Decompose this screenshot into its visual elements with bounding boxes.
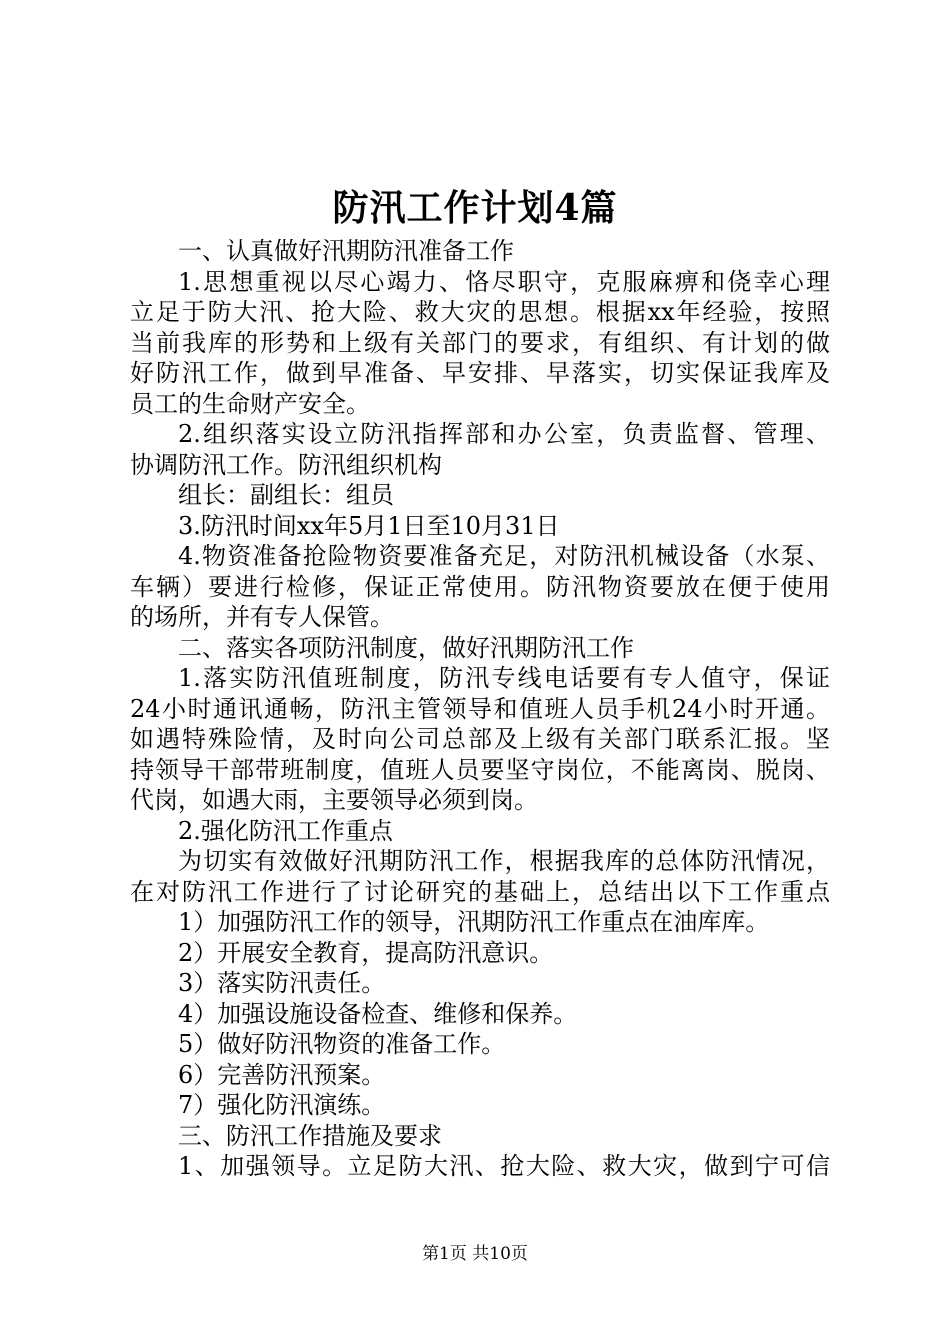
paragraph-line: 1、加强领导。立足防大汛、抢大险、救大灾，做到宁可信: [178, 1152, 830, 1180]
paragraph-line: 1.落实防汛值班制度，防汛专线电话要有专人值守，保证: [178, 664, 830, 692]
list-item: 7）强化防汛演练。: [178, 1091, 386, 1119]
paragraph-line: 持领导干部带班制度，值班人员要坚守岗位，不能离岗、脱岗、: [130, 755, 830, 784]
list-item: 6）完善防汛预案。: [178, 1060, 386, 1089]
list-item: 1）加强防汛工作的领导，汛期防汛工作重点在油库库。: [178, 908, 770, 936]
list-item: 3）落实防汛责任。: [178, 969, 386, 997]
paragraph-line: 24小时通讯通畅，防汛主管领导和值班人员手机24小时开通。: [130, 694, 830, 723]
paragraph-line: 在对防汛工作进行了讨论研究的基础上，总结出以下工作重点: [130, 877, 830, 906]
section-heading-2: 二、落实各项防汛制度，做好汛期防汛工作: [178, 633, 634, 662]
paragraph-line: 车辆）要进行检修，保证正常使用。防汛物资要放在便于使用: [130, 572, 830, 601]
paragraph-line: 2.组织落实设立防汛指挥部和办公室，负责监督、管理、: [178, 420, 830, 448]
paragraph-line: 1.思想重视以尽心竭力、恪尽职守，克服麻痹和侥幸心理: [178, 267, 830, 296]
paragraph-line: 组长：副组长：组员: [178, 481, 394, 509]
paragraph-line: 的场所，并有专人保管。: [130, 603, 394, 631]
paragraph-line: 代岗，如遇大雨，主要领导必须到岗。: [130, 786, 538, 814]
page-footer: 第1页 共10页: [422, 1244, 528, 1264]
paragraph-line: 好防汛工作，做到早准备、早安排、早落实，切实保证我库及: [130, 359, 830, 387]
paragraph-line: 为切实有效做好汛期防汛工作，根据我库的总体防汛情况，: [178, 847, 830, 875]
paragraph-line: 立足于防大汛、抢大险、救大灾的思想。根据xx年经验，按照: [130, 298, 830, 326]
paragraph-line: 如遇特殊险情，及时向公司总部及上级有关部门联系汇报。坚: [130, 725, 830, 753]
paragraph-line: 协调防汛工作。防汛组织机构: [130, 450, 442, 479]
section-heading-1: 一、认真做好汛期防汛准备工作: [178, 237, 514, 265]
paragraph-line: 2.强化防汛工作重点: [178, 816, 393, 845]
document-body: [130, 236, 830, 1182]
list-item: 2）开展安全教育，提高防汛意识。: [178, 938, 554, 967]
list-item: 5）做好防汛物资的准备工作。: [178, 1030, 506, 1058]
section-heading-3: 三、防汛工作措施及要求: [178, 1121, 442, 1150]
paragraph-line: 4.物资准备抢险物资要准备充足，对防汛机械设备（水泵、: [178, 542, 830, 570]
document-title: 防汛工作计划4篇: [332, 187, 618, 229]
paragraph-line: 当前我库的形势和上级有关部门的要求，有组织、有计划的做: [130, 328, 830, 357]
list-item: 4）加强设施设备检查、维修和保养。: [178, 999, 578, 1028]
paragraph-line: 员工的生命财产安全。: [130, 389, 370, 418]
paragraph-line: 3.防汛时间xx年5月1日至10月31日: [178, 511, 560, 540]
